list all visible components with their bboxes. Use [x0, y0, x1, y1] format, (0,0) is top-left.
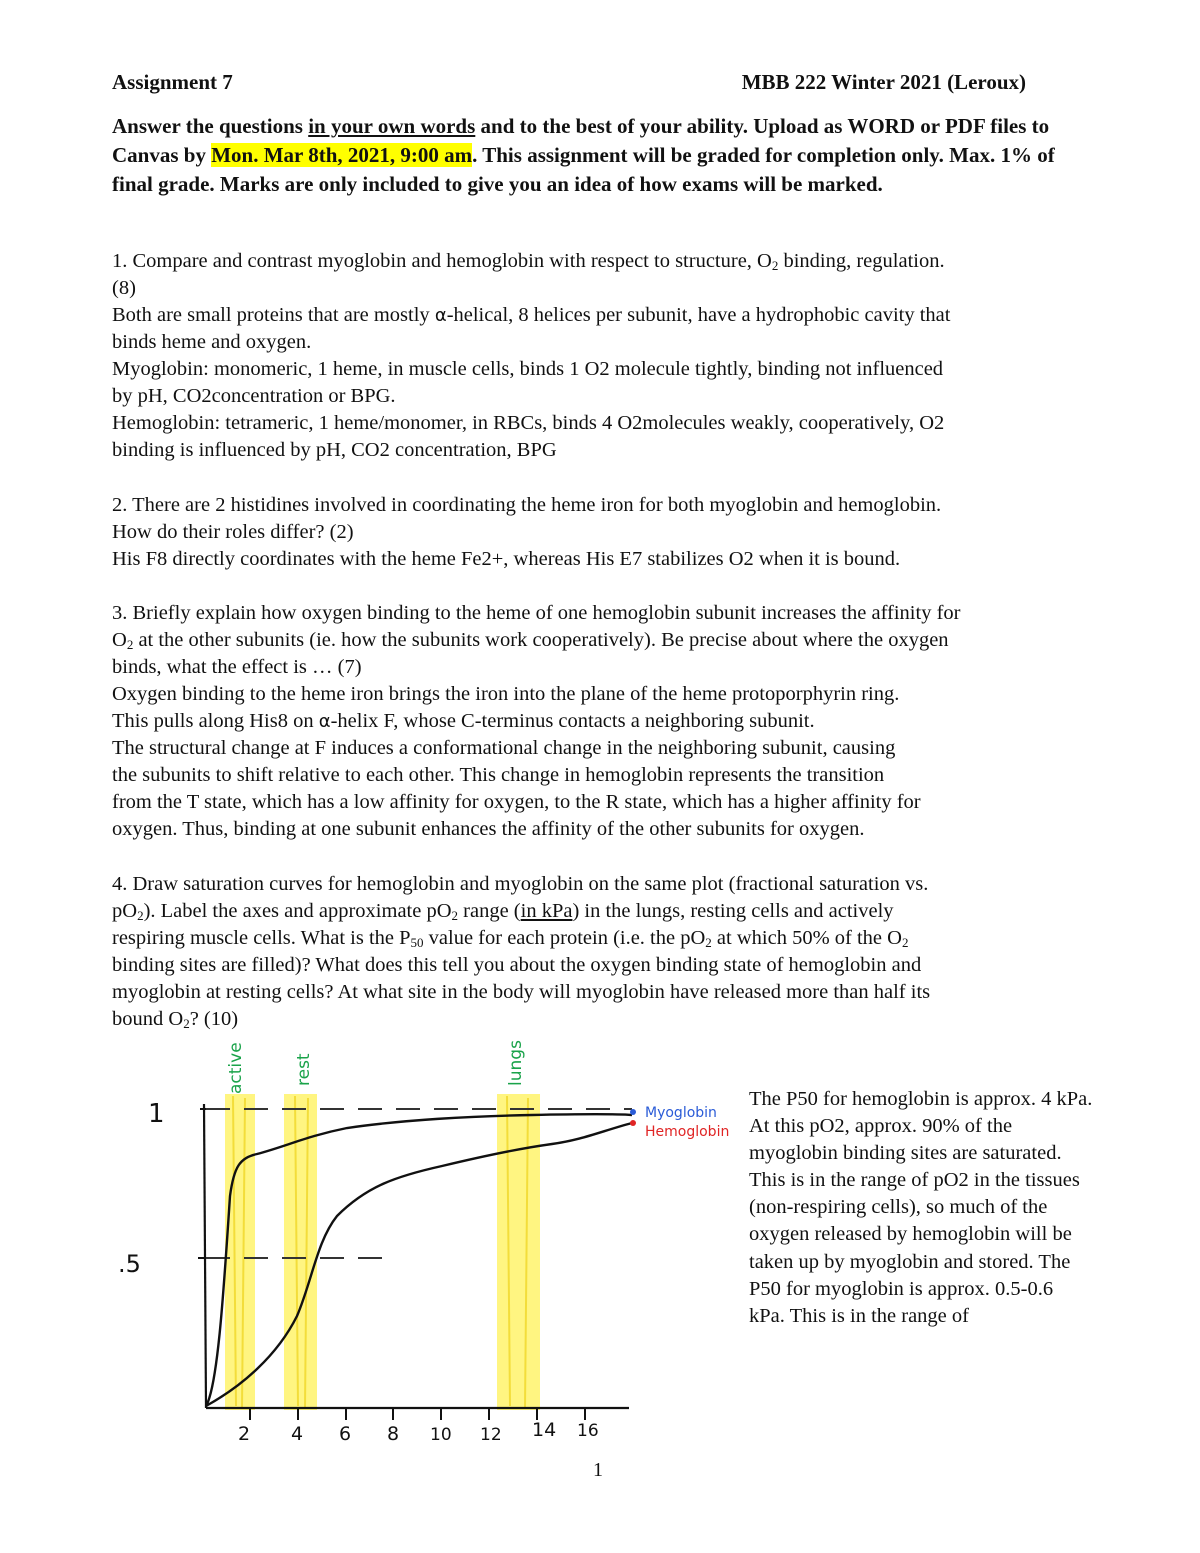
q2-line-3: His F8 directly coordinates with the heme Fe2+, whereas His E7 stabilizes O2 when it is bound. [112, 548, 901, 570]
q4-line-5: myoglobin at resting cells? At what site in the body will myoglobin have released more than half its [112, 981, 931, 1003]
x-tick-4: 4 [291, 1423, 304, 1445]
legend-myoglobin: Myoglobin [645, 1105, 717, 1121]
page-number: 1 [593, 1459, 603, 1481]
x-tick-12: 12 [480, 1425, 502, 1445]
y-axis [204, 1104, 206, 1408]
q4-line-6: bound $O_2$? (10) [112, 1008, 239, 1031]
q1-line-3: Both are small proteins that are mostly α-helical, 8 helices per subunit, have a hydrophobic cavity that [112, 304, 951, 326]
q3-line-8: from the T state, which has a low affinity for oxygen, to the R state, which has a higher affinity for [112, 791, 921, 813]
x-tick-8: 8 [387, 1423, 400, 1445]
q3-line-6: The structural change at F induces a conformational change in the neighboring subunit, causing [112, 737, 896, 759]
q4-line-3: respiring muscle cells. What is the $P_{50}$ value for each protein (i.e. the $pO_2$ at which 50% of the $O_2$ [112, 927, 909, 950]
band-label-lungs: lungs [506, 1040, 526, 1086]
q3-line-2: $O_2$ at the other subunits (ie. how the subunits work cooperatively). Be precise about where the oxygen [112, 629, 949, 652]
saturation-curve-sketch [112, 1036, 737, 1446]
band-lungs [497, 1094, 540, 1410]
q3-line-3: binds, what the effect is … (7) [112, 656, 362, 678]
y-label-half: .5 [118, 1250, 141, 1278]
q1-line-5: Myoglobin: monomeric, 1 heme, in muscle cells, binds 1 O2 molecule tightly, binding not influenced [112, 358, 944, 380]
q1-line-8: binding is influenced by pH, CO2 concentration, BPG [112, 439, 557, 461]
deadline-highlight: Mon. Mar 8th, 2021, 9:00 am [211, 143, 473, 167]
q3-line-9: oxygen. Thus, binding at one subunit enhances the affinity of the other subunits for oxygen. [112, 818, 865, 840]
x-tick-2: 2 [238, 1423, 251, 1445]
hemoglobin-curve [206, 1123, 632, 1406]
legend-hemoglobin: Hemoglobin [645, 1124, 730, 1140]
course-title: MBB 222 Winter 2021 (Leroux) [741, 70, 1026, 94]
instructions: Answer the questions in your own words and to the best of your ability. Upload as WORD or PDF files to Canvas by Mon. Mar 8th, 2021, 9:00 am. This assignment will be graded for completion only. Max. 1% of final grade. Marks are only included to give you an idea of how exams will be marked. [112, 114, 1055, 196]
q4-line-1: 4. Draw saturation curves for hemoglobin and myoglobin on the same plot (fractional saturation vs. [112, 873, 929, 895]
x-tick-16: 16 [577, 1421, 599, 1441]
band-label-active: active [226, 1042, 246, 1094]
q2-line-2: How do their roles differ? (2) [112, 521, 354, 543]
p50-answer-text: The P50 for hemoglobin is approx. 4 kPa. At this pO2, approx. 90% of the myoglobin binding sites are saturated. This is in the range of pO2 in the tissues (non-respiring cells), so much of the oxygen released by hemoglobin will be taken up by myoglobin and stored. The P50 for myoglobin is approx. 0.5-0.6 kPa. This is in the range of [749, 1088, 1093, 1327]
q3-line-5: This pulls along His8 on α-helix F, whose C-terminus contacts a neighboring subunit. [112, 710, 815, 732]
q3-line-1: 3. Briefly explain how oxygen binding to the heme of one hemoglobin subunit increases the affinity for [112, 602, 961, 624]
q4-line-2: $pO_2$). Label the axes and approximate $pO_2$ range (in kPa) in the lungs, resting cells and actively [112, 900, 894, 923]
x-tick-10: 10 [430, 1425, 452, 1445]
y-label-1: 1 [148, 1099, 165, 1129]
own-words-emphasis: in your own words [308, 114, 476, 138]
q2-line-1: 2. There are 2 histidines involved in coordinating the heme iron for both myoglobin and hemoglobin. [112, 494, 942, 516]
q4-line-4: binding sites are filled)? What does this tell you about the oxygen binding state of hemoglobin and [112, 954, 922, 976]
assignment-title: Assignment 7 [112, 70, 233, 94]
band-active [225, 1094, 255, 1410]
x-tick-14: 14 [532, 1419, 557, 1441]
q1-line-4: binds heme and oxygen. [112, 331, 312, 353]
q1-line-7: Hemoglobin: tetrameric, 1 heme/monomer, in RBCs, binds 4 O2molecules weakly, cooperatively, O2 [112, 412, 945, 434]
x-tick-6: 6 [339, 1423, 352, 1445]
q1-line-6: by pH, CO2concentration or BPG. [112, 385, 396, 407]
q1-line-2: (8) [112, 277, 136, 299]
q3-line-7: the subunits to shift relative to each other. This change in hemoglobin represents the transition [112, 764, 885, 786]
q1-line-1: 1. Compare and contrast myoglobin and hemoglobin with respect to structure, $O_2$ binding, regulation. [112, 250, 945, 273]
q3-line-4: Oxygen binding to the heme iron brings the iron into the plane of the heme protoporphyrin ring. [112, 683, 900, 705]
band-label-rest: rest [294, 1053, 314, 1086]
myoglobin-curve [206, 1114, 632, 1406]
